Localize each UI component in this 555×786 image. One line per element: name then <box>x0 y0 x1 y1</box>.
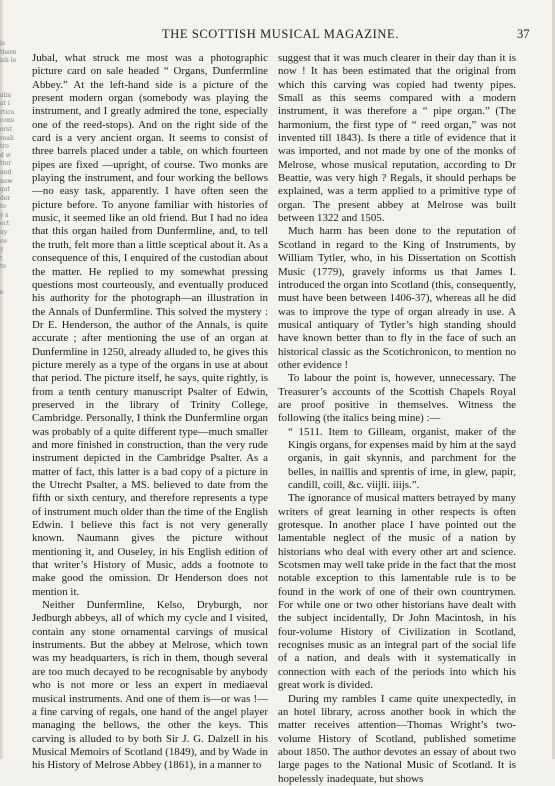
paragraph: suggest that it was much clearer in their day than it is now ! It has been estimated that the original from which this carving was copied had twenty pipes. Small as this seems compared with a modern instrument, it was therefore a “ pipe organ.” (The harmonium, the first type of “ reed organ,” was not invented till 1843). Is there a title of evidence that it was imported, and not made by one of the monks of Melrose, whose musical reputation, according to Dr Beattie, was very high ? Regals, it should perhaps be explained, was a term applied to a primitive type of organ. The present abbey at Melrose was built between 1322 and 1505. <box>278 52 516 225</box>
gutter-fragment <box>0 281 16 290</box>
gutter-fragment: ce <box>0 237 7 245</box>
gutter-fragment: e <box>0 289 4 297</box>
gutter-fragment: now <box>0 177 13 185</box>
paragraph: Neither Dunfermline, Kelso, Dryburgh, nor Jedburgh abbeys, all of which my cycle and I visited, contain any stone ornamental carvings of musical instruments. But the abbey at Melrose, which town was my headquarters, is rich in them, though several are too much decayed to be recognisable by anybody who is not more or less an expert in mediaeval musical instruments. And one of them is—or was !—a fine carving of regals, one hand of the angel player managing the bellows, the other the keys. This carving is alluded to by both Sir J. G. Dalzell in his Musical Memoirs of Scotland (1849), and by Wade in his History of Melrose Abbey (1861), in a manner to <box>32 599 268 772</box>
paragraph: Much harm has been done to the reputation of Scotland in regard to the King of Instruments, by William Tytler, who, in his Dissertation on Scottish Music (1779), gravely informs us that James I. introduced the organ into Scotland (this, consequently, must have been between 1406-37), whereas all he did was to improve the type of organ already in use. A musical antiquary of Tytler’s high standing should have known better than to fly in the face of such an historical classic as the Scotichronicon, to mention no other evidence ! <box>278 225 516 371</box>
running-title: THE SCOTTISH MUSICAL MAGAZINE. <box>162 27 399 41</box>
gutter-fragment: at i <box>0 100 10 108</box>
gutter-fragment <box>0 272 16 281</box>
page-header <box>0 27 555 45</box>
gutter-fragment <box>0 74 16 83</box>
left-column <box>32 52 268 773</box>
gutter-fragment: erst <box>0 125 12 133</box>
gutter-fragment: gat <box>0 186 10 194</box>
paragraph: During my rambles I came quite unexpectedly, in an hotel library, across another book in which the matter receives attention—Thomas Wright’s two-volume History of Scotland, published sometime about 1850. The author devotes an essay of about two large pages to the National Music of Scotland. It is hopelessly inadequate, but shows <box>278 692 516 785</box>
gutter-fragment: to <box>0 263 7 271</box>
facing-page-gutter-text <box>0 40 16 380</box>
gutter-fragment: is <box>0 40 5 47</box>
paragraph: Jubal, what struck me most was a photographic picture card on sale headed “ Organs, Dunfermline Abbey.” At the left-hand side is a picture of the present modern organ (somebody was playing the instrument, and I greatly admired the tone, especially one of the reed-stops). And on the right side of the card is a very ancient organ. It seems to consist of three barrels placed under a table, on which fourteen pipes are fixed —upright, of course. Two monks are playing the instrument, and four working the bellows—no easy task, apparently. I have often seen the picture before. To anyone familiar with histories of music, it seemed like an old friend. But I had no idea that this organ hailed from Dunfermline, and, to tell the truth, felt more than a little sceptical about it. As a consequence of this, I enquired of the custodian about the matter. He replied to my somewhat pressing questions most courteously, and eventually produced his authority for the photograph—an illustration in the Annals of Dunfermline. This solved the mystery : Dr E. Henderson, the author of the Annals, is quite accurate ; after mentioning the use of an organ at Dunfermline in 1250, already alluded to, he gives this picture merely as a type of the organs in use at about that period. The picture itself, he says, quite rightly, is from a tenth century manuscript Psalter of Edwin, preserved in the library of Trinity College, Cambridge. Personally, I think the Dunfermline organ was probably of a quite different type—much smaller and more finished in construction, than the very rude instrument depicted in the Cambridge Psalter. As a matter of fact, this latter is a bad copy of a picture in the Utrecht Psalter, a MS. believed to date from the fifth or sixth century, and therefore represents a type of instrument much older than the time of the English Edwin. I believe this fact is not very generally known. Naumann gives the picture without mentioning it, and Ouseley, in his English edition of that writer’s History of Music, adds a footnote to make good the omission. Dr Henderson does not mention it. <box>32 52 268 598</box>
gutter-fragment: der <box>0 194 11 202</box>
gutter-fragment <box>0 83 16 92</box>
gutter-fragment: there <box>0 48 16 56</box>
gutter-fragment: and <box>0 168 12 176</box>
gutter-fragment: to <box>0 203 7 211</box>
gutter-fragment: alm <box>0 91 12 99</box>
gutter-fragment: tro <box>0 143 9 151</box>
gutter-fragment: tter <box>0 160 12 168</box>
quotation: “ 1511. Item to Gilleam, organist, maker of the Kingis organs, for expenses maid by him at the sayd organis, in gait skynnis, and parchment for the belles, in naillis and sprentis of irne, in glew, papir, candill, coill, &c. viijli. iiijs.”. <box>288 425 516 491</box>
gutter-fragment: y s <box>0 211 9 219</box>
gutter-fragment: cons <box>0 117 14 125</box>
gutter-fragment: rticu <box>0 108 15 116</box>
page-number: 37 <box>517 27 530 41</box>
paragraph: To labour the point is, however, unnecessary. The Treasurer’s accounts of the Scottish Chapels Royal are proof positive in themselves. Witness the following (the italics being mine) :— <box>278 372 516 425</box>
gutter-fragment: y <box>0 246 4 254</box>
right-column <box>278 52 516 786</box>
gutter-fragment: t <box>0 254 3 262</box>
gutter-fragment: d w <box>0 151 11 159</box>
gutter-fragment <box>0 66 16 75</box>
gutter-fragment: reali <box>0 134 14 142</box>
gutter-fragment: ect <box>0 220 10 228</box>
gutter-fragment: ny <box>0 229 8 237</box>
gutter-fragment: ish le <box>0 57 16 65</box>
paragraph: The ignorance of musical matters betrayed by many writers of great learning in other respects is often grotesque. In another place I have pointed out the lamentable neglect of the music of a nation by historians who deal with every other art and science. Scotsmen may well take pride in the fact that the most notable exception to this lamentable rule is to be found in the work of one of their own countrymen. For while one or two other historians have dealt with the subject incidentally, Dr John Macintosh, in his four-volume History of Civilization in Scotland, recognises music as an integral part of the social life of a nation, and deals with it systematically in connection with each of the periods into which his great work is divided. <box>278 492 516 692</box>
